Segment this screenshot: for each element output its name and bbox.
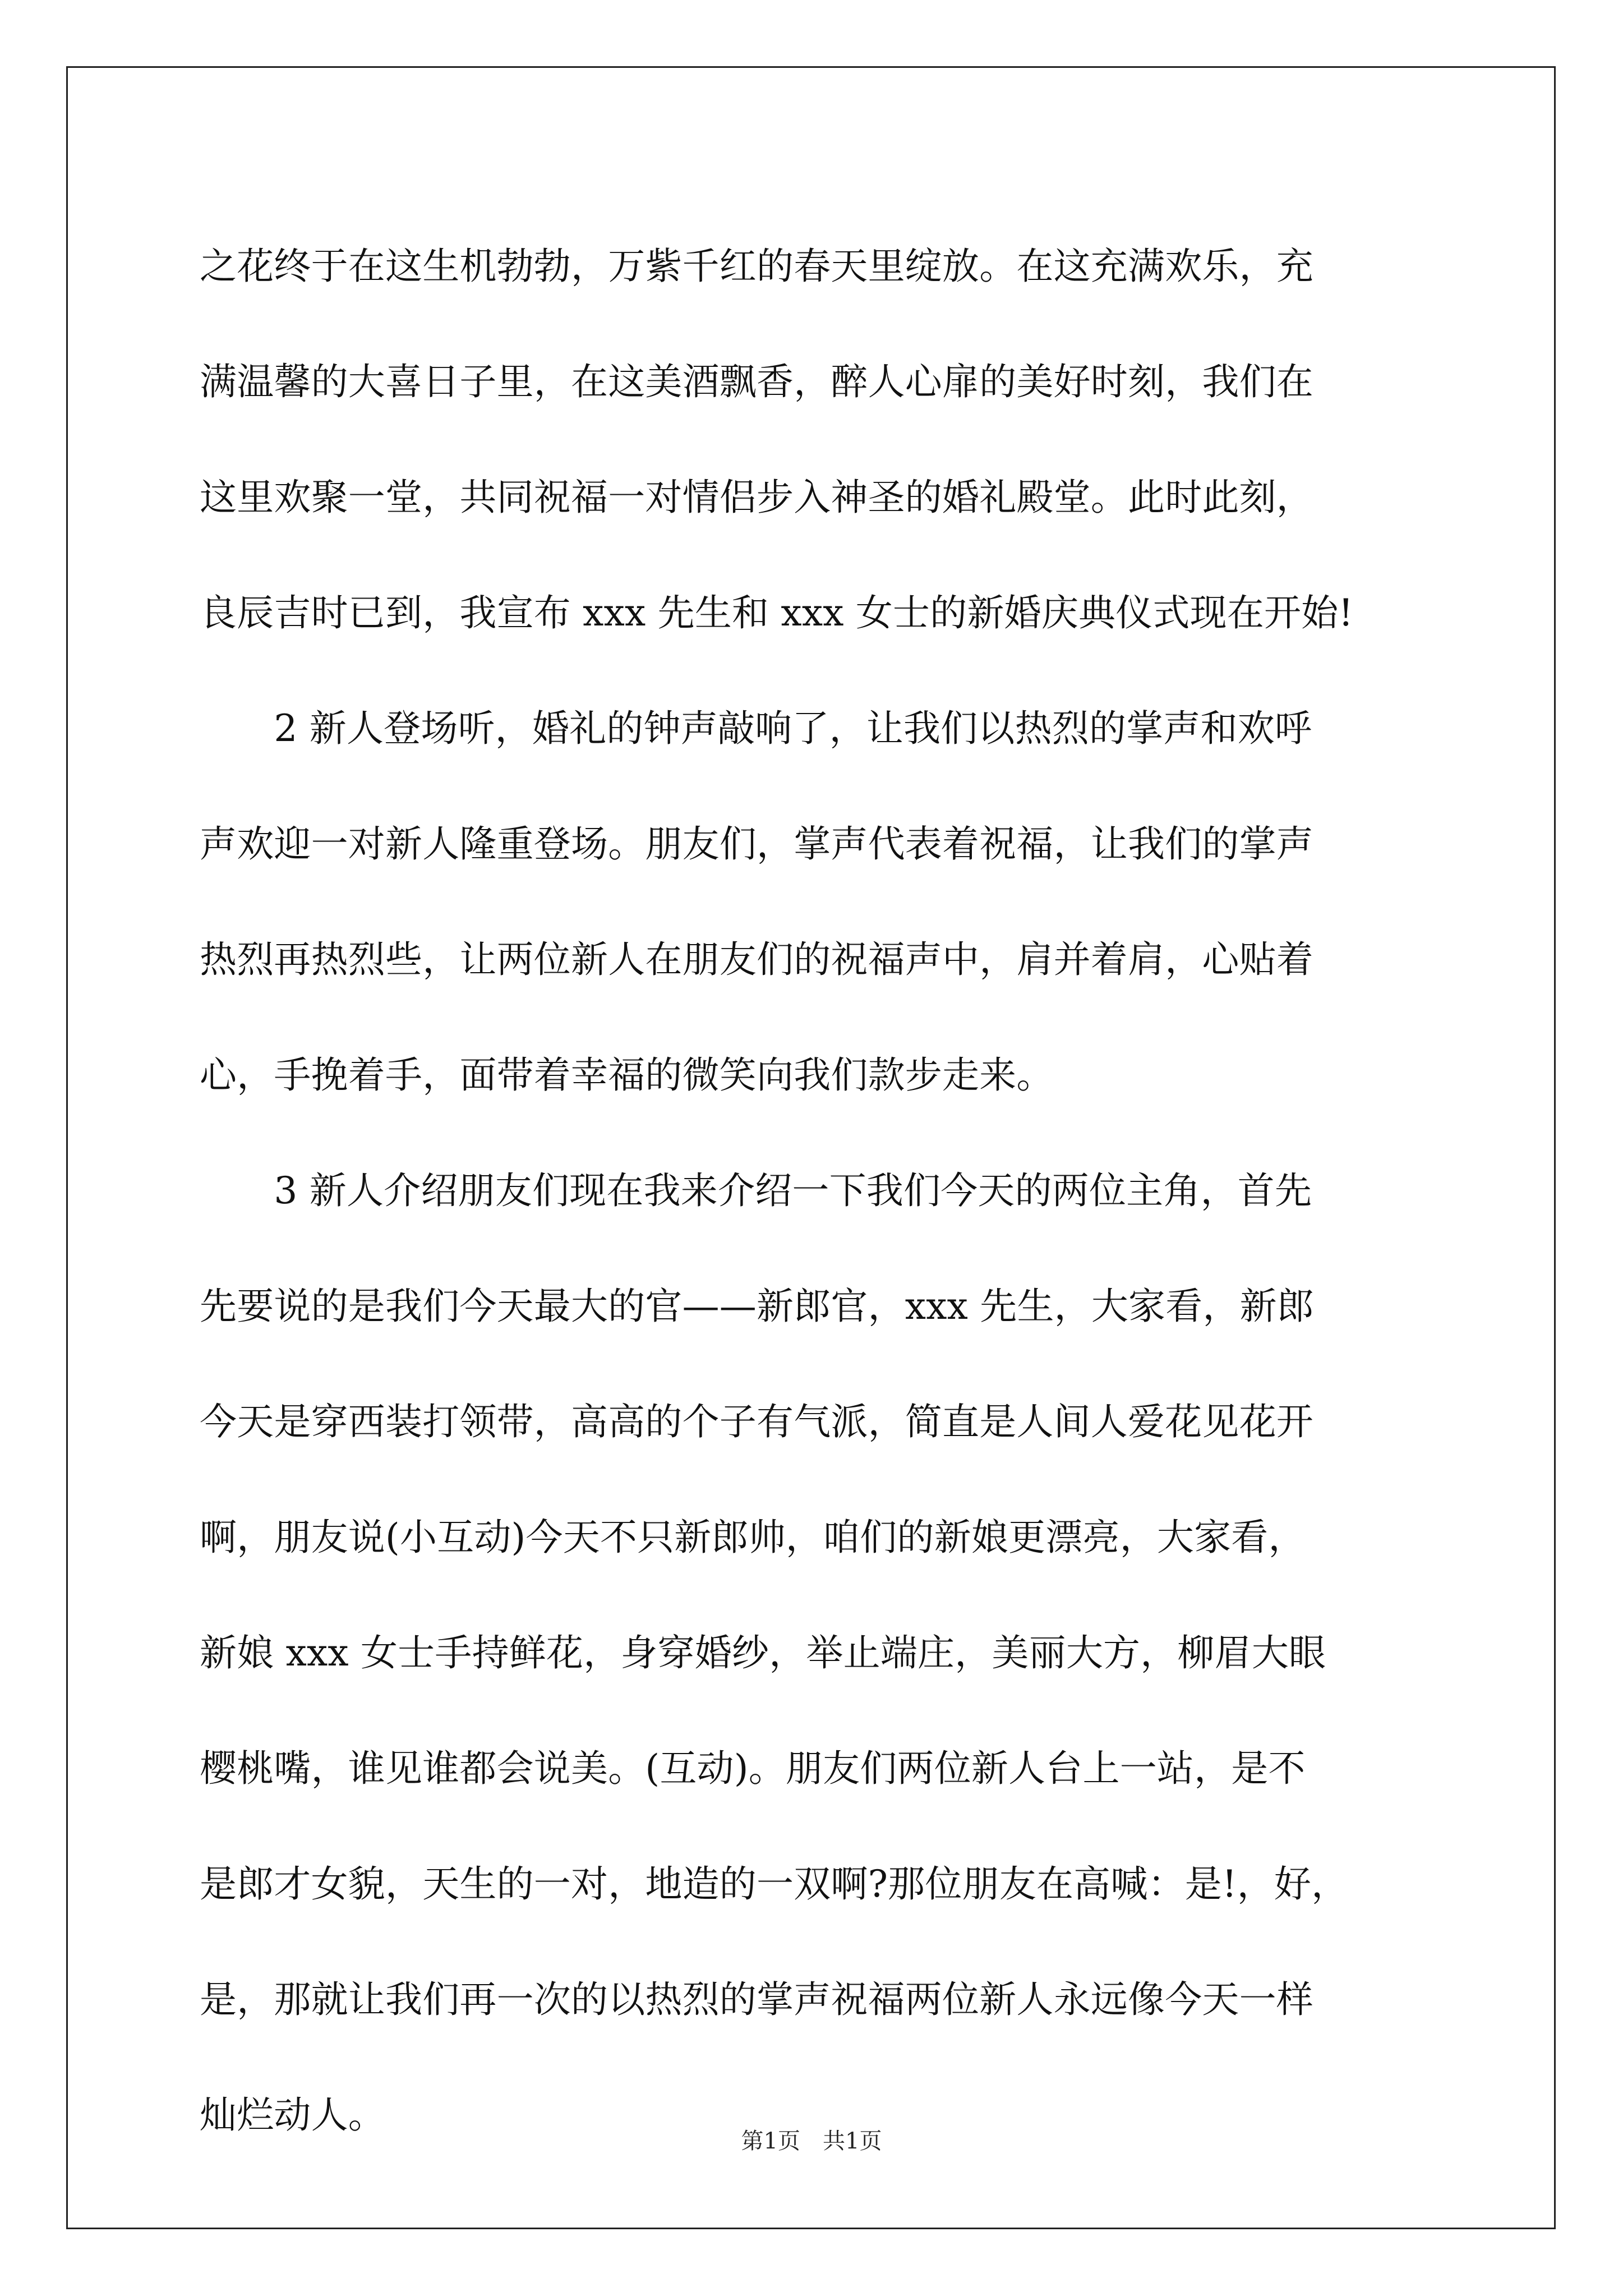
text-line: 灿烂动人。 xyxy=(200,2093,385,2137)
text-line: 之花终于在这生机勃勃，万紫千红的春天里绽放。在这充满欢乐，充 xyxy=(200,245,1313,288)
text-line: 3 新人介绍朋友们现在我来介绍一下我们今天的两位主角，首先 xyxy=(200,1169,1312,1212)
text-line: 今天是穿西装打领带，高高的个子有气派，简直是人间人爱花见花开 xyxy=(200,1400,1313,1443)
text-line: 是郎才女貌，天生的一对，地造的一双啊?那位朋友在高喊：是!，好， xyxy=(200,1862,1349,1906)
text-line: 樱桃嘴，谁见谁都会说美。(互动)。朋友们两位新人台上一站，是不 xyxy=(200,1747,1306,1790)
text-line: 是，那就让我们再一次的以热烈的掌声祝福两位新人永远像今天一样 xyxy=(200,1978,1313,2021)
text-line: 先要说的是我们今天最大的官——新郎官，xxx 先生，大家看，新郎 xyxy=(200,1285,1315,1328)
text-line: 声欢迎一对新人隆重登场。朋友们，掌声代表着祝福，让我们的掌声 xyxy=(200,822,1313,866)
page-number: 第1页 共1页 xyxy=(741,2128,882,2154)
text-line: 2 新人登场听，婚礼的钟声敲响了，让我们以热烈的掌声和欢呼 xyxy=(200,707,1312,750)
text-line: 这里欢聚一堂，共同祝福一对情侣步入神圣的婚礼殿堂。此时此刻， xyxy=(200,476,1313,519)
text-line: 心，手挽着手，面带着幸福的微笑向我们款步走来。 xyxy=(200,1053,1054,1097)
text-line: 良辰吉时已到，我宣布 xxx 先生和 xxx 女士的新婚庆典仪式现在开始! xyxy=(200,591,1354,634)
text-line: 满温馨的大喜日子里，在这美酒飘香，醉人心扉的美好时刻，我们在 xyxy=(200,360,1313,403)
text-line: 热烈再热烈些，让两位新人在朋友们的祝福声中，肩并着肩，心贴着 xyxy=(200,938,1313,981)
text-line: 啊，朋友说(小互动)今天不只新郎帅，咱们的新娘更漂亮，大家看， xyxy=(200,1516,1306,1559)
document-body xyxy=(200,209,1433,2173)
page-footer xyxy=(0,2127,1623,2155)
text-line: 新娘 xxx 女士手持鲜花，身穿婚纱，举止端庄，美丽大方，柳眉大眼 xyxy=(200,1631,1326,1674)
